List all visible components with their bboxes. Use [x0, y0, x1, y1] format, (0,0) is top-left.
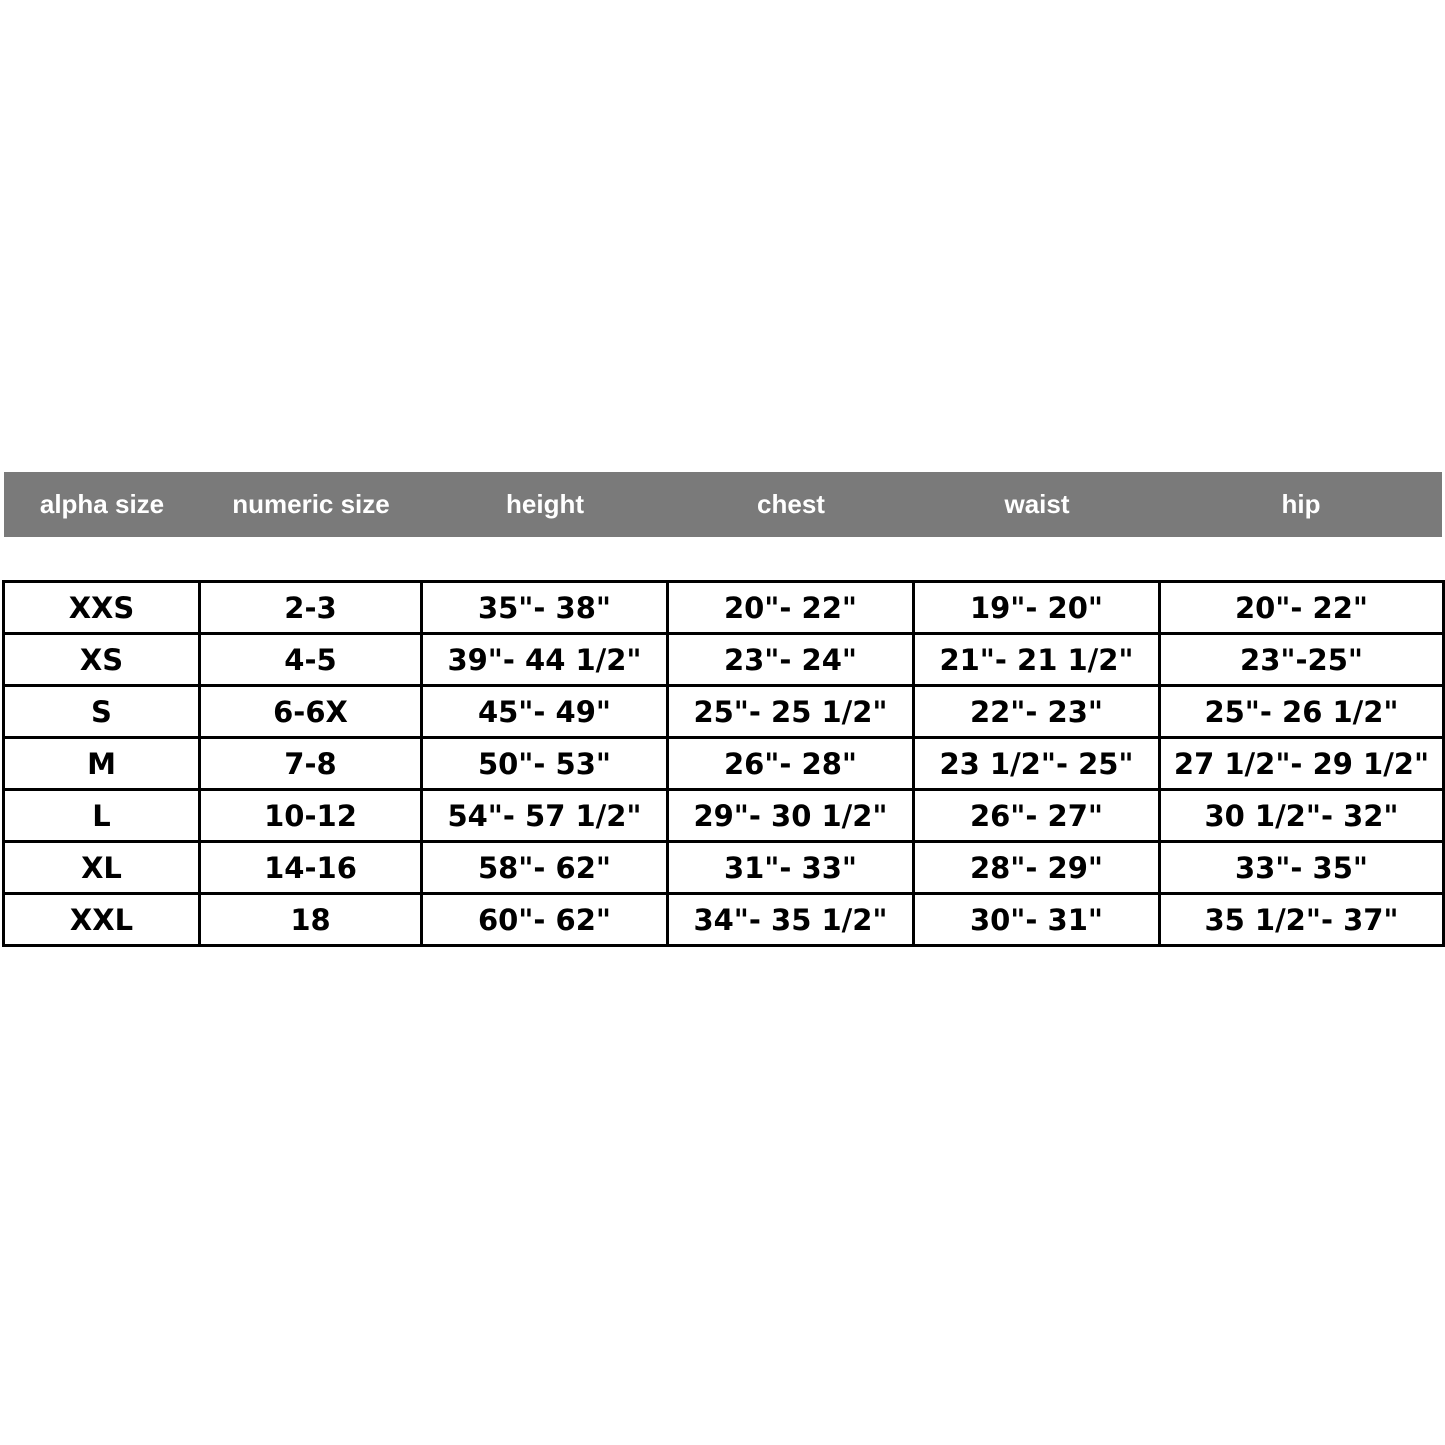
header-numeric-size: numeric size — [232, 489, 390, 519]
table-row — [4, 582, 1444, 634]
cell-height: 58"- 62" — [422, 842, 668, 894]
cell-hip: 25"- 26 1/2" — [1160, 686, 1444, 738]
cell-chest: 34"- 35 1/2" — [668, 894, 914, 946]
cell-chest: 20"- 22" — [668, 582, 914, 634]
cell-waist: 22"- 23" — [914, 686, 1160, 738]
cell-height: 54"- 57 1/2" — [422, 790, 668, 842]
cell-hip: 20"- 22" — [1160, 582, 1444, 634]
cell-waist: 21"- 21 1/2" — [914, 634, 1160, 686]
cell-alpha-size: XL — [4, 842, 200, 894]
cell-chest: 23"- 24" — [668, 634, 914, 686]
header-hip: hip — [1281, 489, 1321, 519]
cell-chest: 31"- 33" — [668, 842, 914, 894]
cell-waist: 28"- 29" — [914, 842, 1160, 894]
cell-hip: 23"-25" — [1160, 634, 1444, 686]
cell-alpha-size: XXS — [4, 582, 200, 634]
cell-height: 45"- 49" — [422, 686, 668, 738]
cell-height: 39"- 44 1/2" — [422, 634, 668, 686]
cell-alpha-size: XXL — [4, 894, 200, 946]
cell-numeric-size: 2-3 — [200, 582, 422, 634]
size-chart-table — [2, 580, 1445, 947]
cell-numeric-size: 10-12 — [200, 790, 422, 842]
cell-alpha-size: S — [4, 686, 200, 738]
cell-hip: 35 1/2"- 37" — [1160, 894, 1444, 946]
cell-waist: 23 1/2"- 25" — [914, 738, 1160, 790]
cell-hip: 33"- 35" — [1160, 842, 1444, 894]
cell-alpha-size: XS — [4, 634, 200, 686]
header-waist: waist — [1004, 489, 1070, 519]
cell-hip: 27 1/2"- 29 1/2" — [1160, 738, 1444, 790]
header-chest: chest — [757, 489, 825, 519]
cell-chest: 26"- 28" — [668, 738, 914, 790]
cell-numeric-size: 7-8 — [200, 738, 422, 790]
size-chart-header — [4, 472, 1442, 537]
cell-numeric-size: 14-16 — [200, 842, 422, 894]
header-height: height — [506, 489, 584, 519]
table-row — [4, 738, 1444, 790]
cell-numeric-size: 6-6X — [200, 686, 422, 738]
table-row — [4, 634, 1444, 686]
cell-alpha-size: M — [4, 738, 200, 790]
cell-chest: 25"- 25 1/2" — [668, 686, 914, 738]
table-row — [4, 686, 1444, 738]
header-alpha-size: alpha size — [39, 489, 165, 519]
cell-alpha-size: L — [4, 790, 200, 842]
cell-waist: 30"- 31" — [914, 894, 1160, 946]
table-row — [4, 842, 1444, 894]
cell-chest: 29"- 30 1/2" — [668, 790, 914, 842]
cell-numeric-size: 4-5 — [200, 634, 422, 686]
cell-waist: 26"- 27" — [914, 790, 1160, 842]
cell-height: 50"- 53" — [422, 738, 668, 790]
cell-hip: 30 1/2"- 32" — [1160, 790, 1444, 842]
table-row — [4, 790, 1444, 842]
cell-height: 35"- 38" — [422, 582, 668, 634]
cell-waist: 19"- 20" — [914, 582, 1160, 634]
table-row — [4, 894, 1444, 946]
cell-height: 60"- 62" — [422, 894, 668, 946]
cell-numeric-size: 18 — [200, 894, 422, 946]
